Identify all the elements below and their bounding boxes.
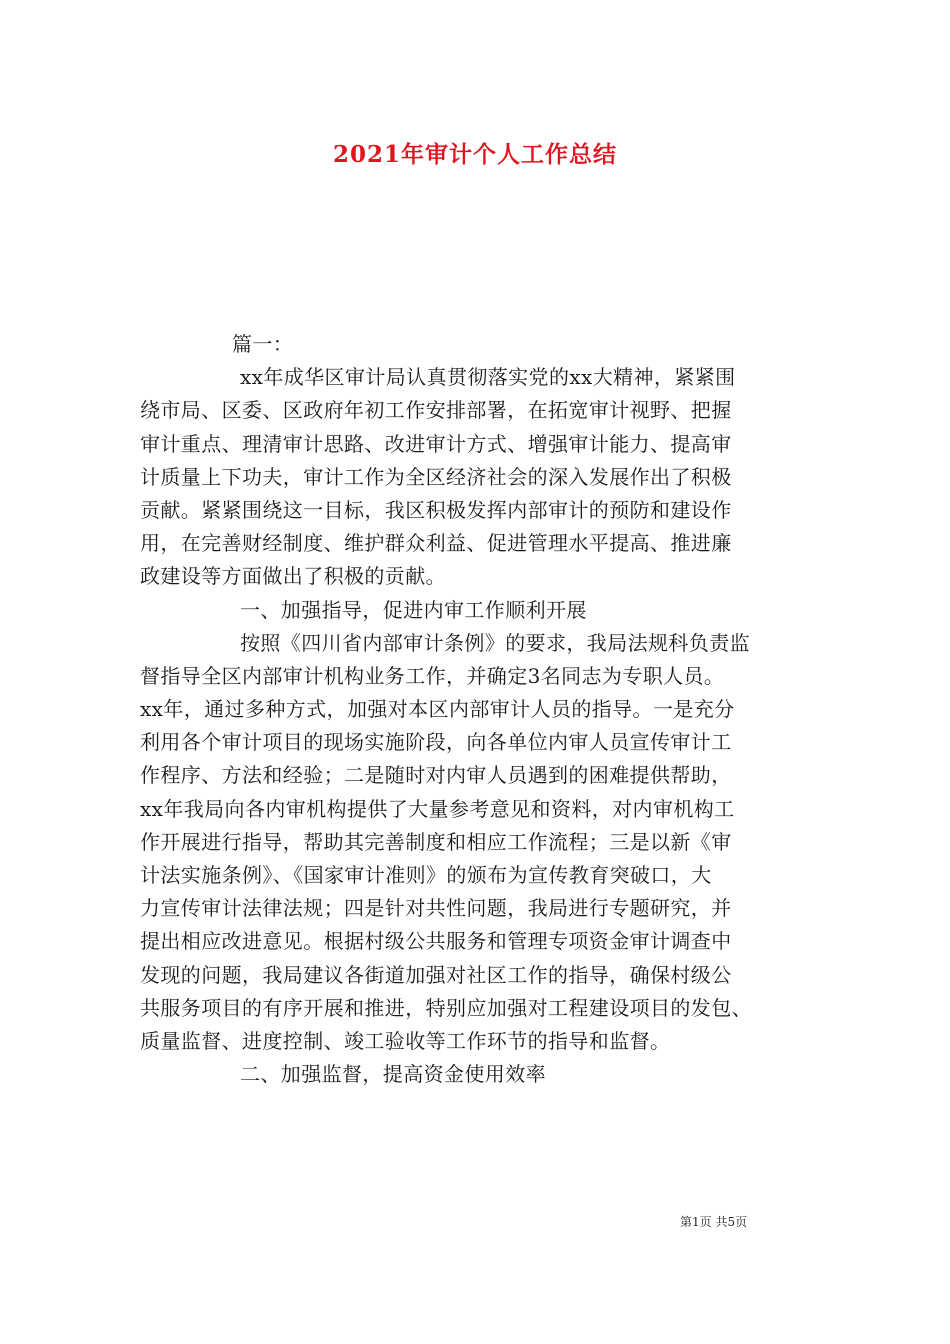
paragraph-line: xx年成华区审计局认真贯彻落实党的xx大精神，紧紧围 — [240, 365, 736, 390]
paragraph-line: 绕市局、区委、区政府年初工作安排部署，在拓宽审计视野、把握 — [140, 398, 732, 423]
paragraph-line: 作程序、方法和经验；二是随时对内审人员遇到的困难提供帮助， — [140, 763, 732, 788]
paragraph-line: xx年我局向各内审机构提供了大量参考意见和资料，对内审机构工 — [140, 796, 735, 821]
paragraph-line: 发现的问题，我局建议各街道加强对社区工作的指导，确保村级公 — [140, 962, 732, 987]
paragraph-line: 质量监督、进度控制、竣工验收等工作环节的指导和监督。 — [140, 1028, 671, 1053]
paragraph-line: 作开展进行指导，帮助其完善制度和相应工作流程；三是以新《审 — [140, 829, 732, 854]
paragraph-line: 计质量上下功夫，审计工作为全区经济社会的深入发展作出了积极 — [140, 464, 732, 489]
paragraph-line: 用，在完善财经制度、维护群众利益、促进管理水平提高、推进廉 — [140, 531, 732, 556]
document-body — [140, 328, 820, 1091]
paragraph-line: 按照《四川省内部审计条例》的要求，我局法规科负责监 — [240, 630, 750, 655]
section-label: 篇一： — [232, 332, 294, 356]
paragraph-line: 贡献。紧紧围绕这一目标，我区积极发挥内部审计的预防和建设作 — [140, 497, 732, 522]
paragraph-line: 力宣传审计法律法规；四是针对共性问题，我局进行专题研究，并 — [140, 896, 732, 921]
paragraph-line: 计法实施条例》、《国家审计准则》的颁布为宣传教育突破口，大 — [140, 863, 712, 887]
paragraph-line: 利用各个审计项目的现场实施阶段，向各单位内审人员宣传审计工 — [140, 730, 732, 755]
paragraph-line: 政建设等方面做出了积极的贡献。 — [140, 564, 446, 589]
paragraph-line: xx年，通过多种方式，加强对本区内部审计人员的指导。一是充分 — [140, 697, 735, 722]
paragraph-line: 督指导全区内部审计机构业务工作，并确定3名同志为专职人员。 — [140, 663, 725, 688]
paragraph-line: 审计重点、理清审计思路、改进审计方式、增强审计能力、提高审 — [140, 431, 732, 456]
paragraph-line: 共服务项目的有序开展和推进，特别应加强对工程建设项目的发包、 — [140, 995, 752, 1020]
section-heading: 二、加强监督，提高资金使用效率 — [240, 1062, 546, 1087]
section-heading: 一、加强指导，促进内审工作顺利开展 — [240, 597, 587, 622]
paragraph-line: 提出相应改进意见。根据村级公共服务和管理专项资金审计调查中 — [140, 929, 732, 954]
document-title: 2021年审计个人工作总结 — [332, 141, 617, 168]
page-number-footer: 第1页 共5页 — [680, 1215, 748, 1229]
